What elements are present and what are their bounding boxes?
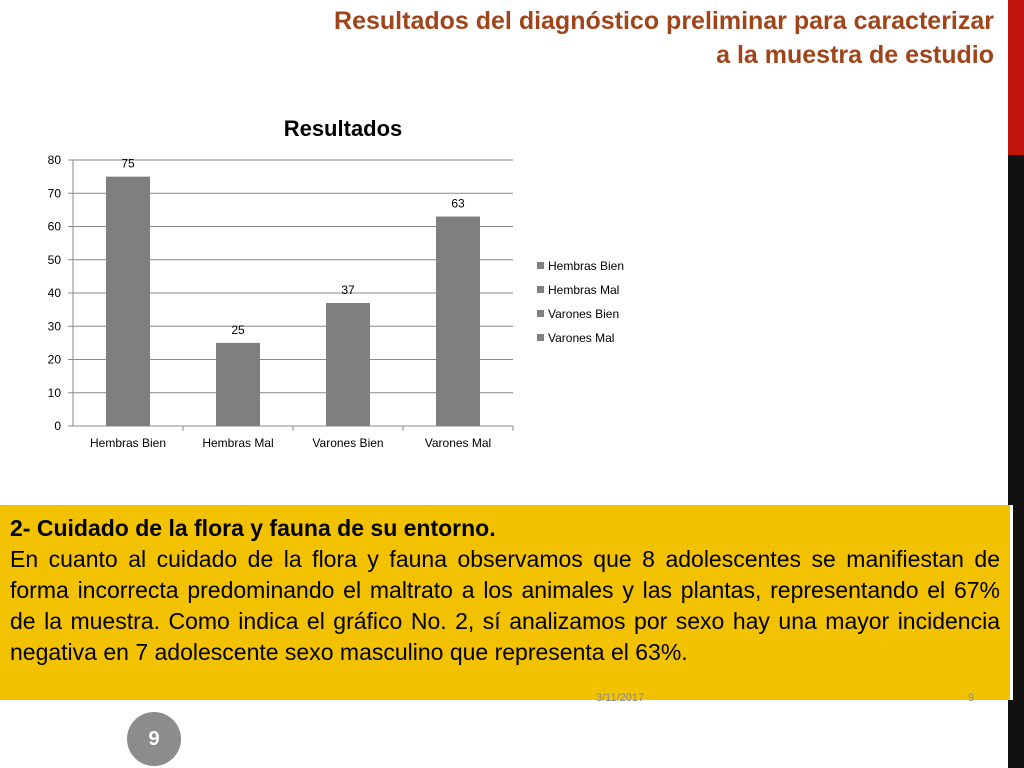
legend-label: Varones Bien xyxy=(548,307,620,321)
bar-hembras-mal xyxy=(216,343,260,426)
slide-title-line-2: a la muestra de estudio xyxy=(716,41,994,69)
data-label: 75 xyxy=(121,156,135,171)
info-heading: 2- Cuidado de la flora y fauna de su entorno. xyxy=(10,515,496,541)
page-number-badge: 9 xyxy=(127,712,181,766)
x-tick-label: Varones Bien xyxy=(312,436,384,450)
x-tick-label: Varones Mal xyxy=(424,436,492,450)
bar-varones-mal xyxy=(436,217,480,426)
y-tick-label: 40 xyxy=(47,286,61,300)
legend-label: Hembras Mal xyxy=(548,283,620,297)
y-tick-label: 0 xyxy=(54,419,61,433)
legend-swatch xyxy=(537,262,544,269)
legend-label: Hembras Bien xyxy=(548,259,625,273)
y-tick-label: 10 xyxy=(47,385,61,400)
info-body: En cuanto al cuidado de la flora y fauna observamos que 8 adolescentes se manifiestan de forma incorrecta predominando el maltrato a los animales y las plantas, representando el 67% de la muestra. Como indica el gráfico No. 2, sí analizamos por sexo hay una mayor incidencia negativa en 7 adolescente sexo masculino que representa el 63%. xyxy=(10,546,1000,665)
legend-swatch xyxy=(537,286,544,293)
data-label: 25 xyxy=(231,322,245,337)
footer-page-number: 9 xyxy=(968,692,975,704)
data-label: 37 xyxy=(341,282,355,297)
info-box xyxy=(0,505,1010,700)
y-tick-label: 20 xyxy=(47,352,61,367)
y-tick-label: 50 xyxy=(47,252,61,267)
bar-varones-bien xyxy=(326,303,370,426)
results-bar-chart xyxy=(0,0,700,470)
x-tick-label: Hembras Bien xyxy=(89,436,167,450)
legend-swatch xyxy=(537,334,544,341)
footer-date: 3/11/2017 xyxy=(596,692,645,704)
y-tick-label: 70 xyxy=(47,186,61,201)
slide-title-line-1: Resultados del diagnóstico preliminar para caracterizar xyxy=(334,7,994,35)
x-tick-label: Hembras Mal xyxy=(202,436,274,450)
y-tick-label: 30 xyxy=(47,319,61,334)
legend-label: Varones Mal xyxy=(548,331,615,345)
bar-hembras-bien xyxy=(106,177,150,426)
legend-swatch xyxy=(537,310,544,317)
data-label: 63 xyxy=(451,196,465,211)
accent-bar-red xyxy=(1008,0,1024,155)
y-tick-label: 60 xyxy=(47,219,61,234)
y-tick-label: 80 xyxy=(47,153,61,167)
chart-title: Resultados xyxy=(283,116,403,141)
